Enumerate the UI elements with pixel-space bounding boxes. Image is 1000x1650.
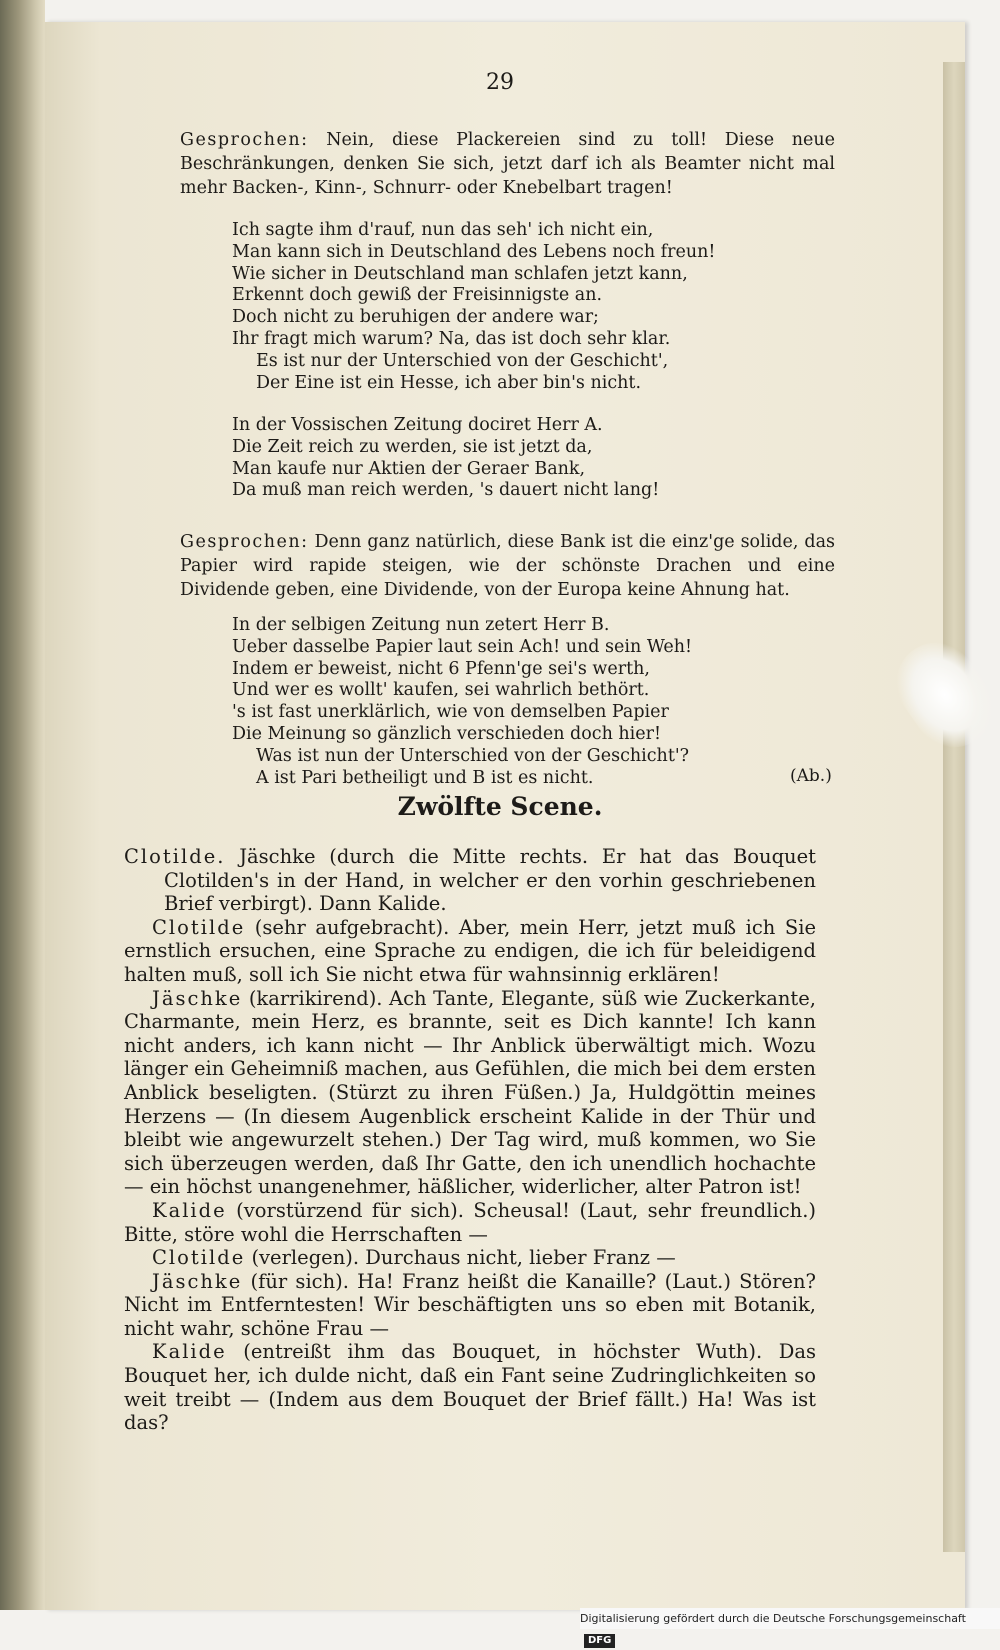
footer-text: Digitalisierung gefördert durch die Deutsche Forschungsgemeinschaft xyxy=(580,1612,966,1625)
verse-line: A ist Pari betheiligt und B ist es nicht. xyxy=(256,767,594,788)
dfg-logo: DFG xyxy=(584,1634,615,1648)
verse-line: Ueber dasselbe Papier laut sein Ach! und sein Weh! xyxy=(232,636,693,657)
verse-line: Man kaufe nur Aktien der Geraer Bank, xyxy=(232,458,586,479)
verse-line: Man kann sich in Deutschland des Lebens noch freun! xyxy=(232,241,716,262)
exit-note: (Ab.) xyxy=(790,766,832,786)
verse-line: Es ist nur der Unterschied von der Geschicht', xyxy=(256,350,669,371)
spoken-passage-1 xyxy=(180,128,835,200)
spoken-label: Gesprochen: xyxy=(180,130,309,150)
verse-line: Was ist nun der Unterschied von der Geschicht'? xyxy=(256,745,690,766)
verse-line: 's ist fast unerklärlich, wie von demselben Papier xyxy=(232,702,669,723)
dialogue-paragraph: Jäschke (karrikirend). Ach Tante, Elegante, süß wie Zuckerkante, Charmante, mein Herz, es brannte, seit es Dich kannte! Ich kann nicht anders, ich kann nicht — Ihr Anblick überwältigt mich. Wozu länger ein Geheimniß machen, aus Gefühlen, die mich bei dem ersten Anblick beseligten. (Stürzt zu ihren Füßen.) Ja, Huldgöttin meines Herzens — (In diesem Augenblick erscheint Kalide in der Thür und bleibt wie angewurzelt stehen.) Der Tag wird, muß kommen, wo Sie sich überzeugen werden, daß Ihr Gatte, den ich unendlich hochachte — ein höchst unangenehmer, häßlicher, widerlicher, alter Patron ist! xyxy=(124,986,816,1199)
spoken-passage-2 xyxy=(180,530,835,602)
verse-block-1 xyxy=(232,220,715,394)
dialogue-paragraph: Clotilde (sehr aufgebracht). Aber, mein Herr, jetzt muß ich Sie ernstlich ersuchen, eine Sprache zu endigen, die ich für beleidigend halten muß, soll ich Sie nicht etwa für wahnsinnig erklären! xyxy=(124,915,816,986)
verse-line: Erkennt doch gewiß der Freisinnigste an. xyxy=(232,285,603,306)
digitization-footer xyxy=(580,1608,1000,1646)
page-number: 29 xyxy=(486,70,514,95)
verse-line: Indem er beweist, nicht 6 Pfenn'ge sei's werth, xyxy=(232,658,650,679)
verse-line: Doch nicht zu beruhigen der andere war; xyxy=(232,307,599,328)
verse-line: Die Zeit reich zu werden, sie ist jetzt da, xyxy=(232,436,593,457)
verse-line: In der selbigen Zeitung nun zetert Herr B. xyxy=(232,615,610,635)
verse-line: Die Meinung so gänzlich verschieden doch hier! xyxy=(232,723,662,744)
dialogue-paragraph: Kalide (vorstürzend für sich). Scheusal! (Laut, sehr freundlich.) Bitte, störe wohl die Herrschaften — xyxy=(124,1198,816,1246)
spoken-text: Nein, diese Plackereien sind zu toll! Diese neue Beschränkungen, denken Sie sich, jetzt darf ich als Beamter nicht mal mehr Backen-, Kinn-, Schnurr- oder Knebelbart tragen! xyxy=(180,130,835,198)
spoken-text: Denn ganz natürlich, diese Bank ist die einz'ge solide, das Papier wird rapide steigen, wie der schönste Drachen und eine Dividende geben, eine Dividende, von der Europa keine Ahnung hat. xyxy=(180,532,835,600)
verse-block-3 xyxy=(232,615,692,789)
verse-line: Ich sagte ihm d'rauf, nun das seh' ich nicht ein, xyxy=(232,220,654,240)
verse-block-2 xyxy=(232,415,659,502)
verse-line: Ihr fragt mich warum? Na, das ist doch sehr klar. xyxy=(232,328,671,349)
verse-line: Und wer es wollt' kaufen, sei wahrlich bethört. xyxy=(232,680,650,701)
spoken-label: Gesprochen: xyxy=(180,532,309,552)
scene-heading: Zwölfte Scene. xyxy=(397,792,603,821)
verse-line: Wie sicher in Deutschland man schlafen jetzt kann, xyxy=(232,263,688,284)
verse-line: Da muß man reich werden, 's dauert nicht lang! xyxy=(232,480,660,501)
verse-line: In der Vossischen Zeitung dociret Herr A. xyxy=(232,415,603,435)
dialogue-paragraph: Jäschke (für sich). Ha! Franz heißt die Kanaille? (Laut.) Stören? Nicht im Entferntesten! Wir beschäftigten uns so eben mit Botanik, nicht wahr, schöne Frau — xyxy=(124,1269,816,1340)
verse-line: Der Eine ist ein Hesse, ich aber bin's nicht. xyxy=(256,372,642,393)
stage-direction: Clotilde. Jäschke (durch die Mitte rechts. Er hat das Bouquet Clotilden's in der Hand, in welcher er den vorhin geschriebenen Brief verbirgt). Dann Kalide. xyxy=(124,845,816,916)
dialogue-paragraph: Kalide (entreißt ihm das Bouquet, in höchster Wuth). Das Bouquet her, ich dulde nicht, daß ein Fant seine Zudringlichkeiten so weit treibt — (Indem aus dem Bouquet der Brief fällt.) Ha! Was ist das? xyxy=(124,1340,816,1435)
prose-block xyxy=(124,845,816,1435)
dialogue-paragraph: Clotilde (verlegen). Durchaus nicht, lieber Franz — xyxy=(152,1246,676,1270)
